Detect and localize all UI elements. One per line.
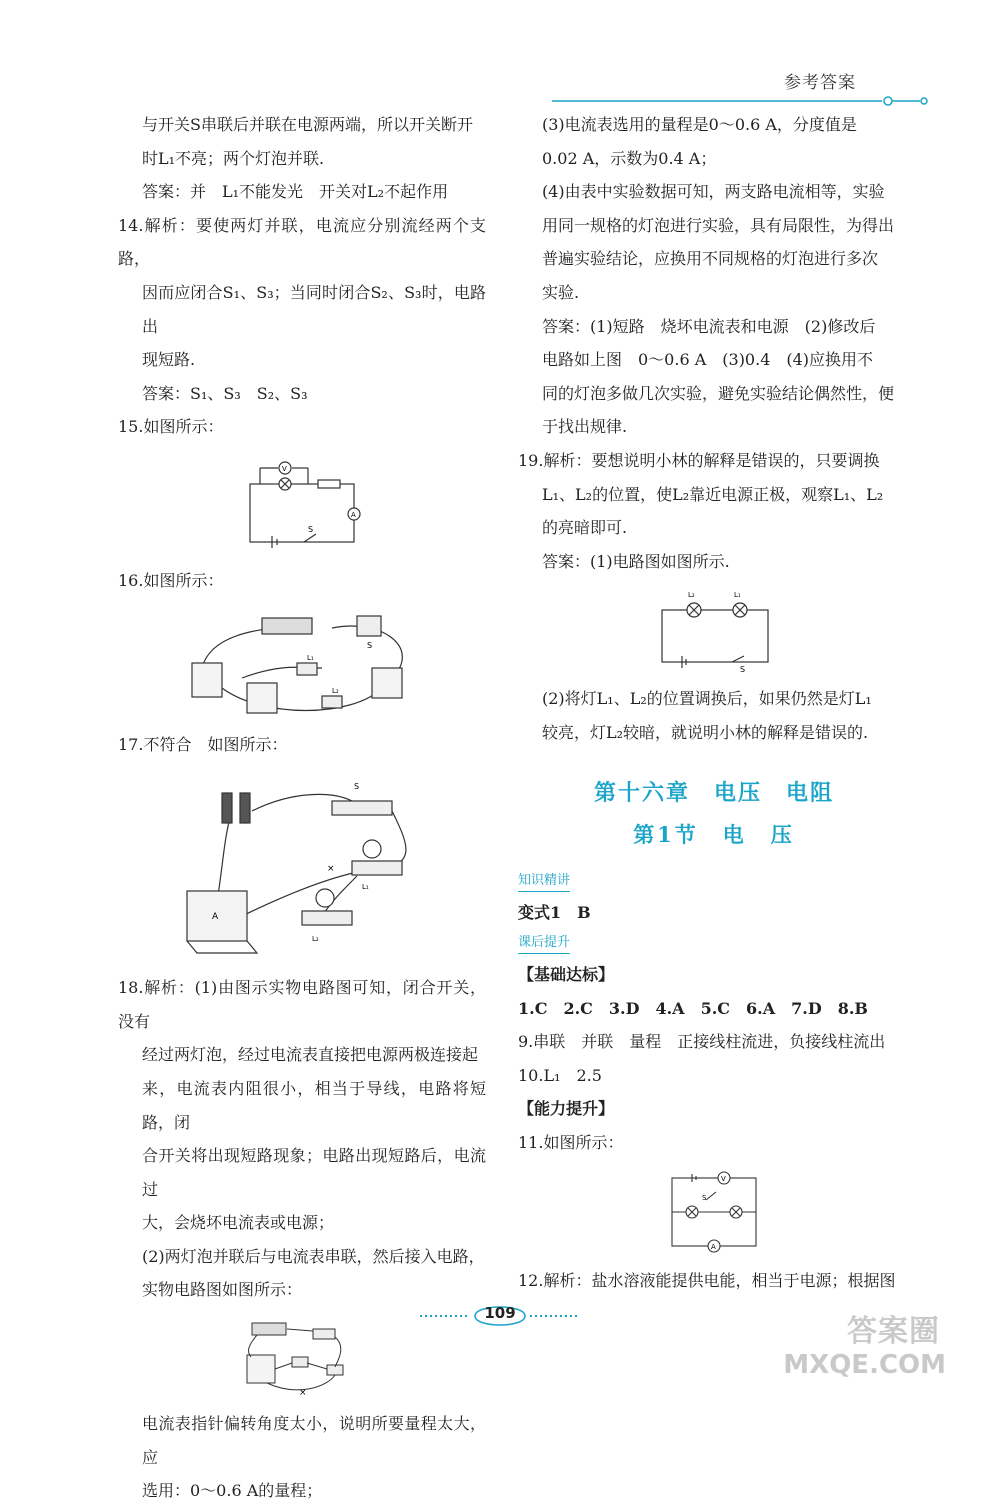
text-line: 15.如图所示： (118, 417, 224, 437)
text-line: 现短路. (142, 350, 196, 370)
text-line: 选用：0～0.6 A的量程； (142, 1481, 323, 1501)
text-line: 19.解析：要想说明小林的解释是错误的，只要调换 (518, 450, 880, 470)
physical-circuit-17 (182, 771, 422, 961)
answer-line: 变式1 B (518, 902, 591, 922)
header-title: 参考答案 (784, 73, 856, 93)
text-line: 18.解析：(1)由图示实物电路图可知，闭合开关，没有 (118, 978, 486, 1031)
text-line: 来，电流表内阻很小，相当于导线，电路将短路，闭 (142, 1078, 486, 1132)
answer-line: 1.C 2.C 3.D 4.A 5.C 6.A 7.D 8.B (518, 998, 868, 1018)
text-line: 大，会烧坏电流表或电源； (142, 1213, 335, 1233)
text-line: 实验. (542, 282, 580, 302)
tag-after-class: 课后提升 (518, 933, 570, 954)
tag-knowledge: 知识精讲 (518, 871, 570, 892)
left-column (118, 108, 486, 1508)
text-line: L₁、L₂的位置，使L₂靠近电源正极，观察L₁、L₂ (542, 484, 884, 504)
svg-text:A: A (212, 912, 219, 923)
right-column (518, 108, 910, 1297)
circuit-diagram-11 (664, 1170, 764, 1254)
svg-text:S: S (367, 640, 373, 650)
text-line: 因而应闭合S₁、S₃；当同时闭合S₂、S₃时，电路出 (142, 282, 486, 336)
svg-text:L₁: L₁ (734, 591, 741, 600)
text-line: 较亮，灯L₂较暗，就说明小林的解释是错误的. (542, 722, 869, 742)
page-number: 109 (484, 1304, 516, 1322)
circuit-diagram-15 (242, 454, 362, 554)
text-line: (2)将灯L₁、L₂的位置调换后，如果仍然是灯L₁ (542, 689, 872, 709)
text-line: 合开关将出现短路现象；电路出现短路后，电流过 (142, 1146, 486, 1199)
text-line: (4)由表中实验数据可知，两支路电流相等，实验 (542, 182, 885, 202)
header-decoration (552, 96, 928, 106)
answer-line: 答案：(1)短路 烧坏电流表和电源 (2)修改后 (542, 316, 876, 336)
text-line: 电流表指针偏转角度太小，说明所要量程太大，应 (142, 1414, 486, 1467)
text-line: 电路如上图 0～0.6 A (3)0.4 (4)应换用不 (542, 350, 874, 370)
svg-text:L₂: L₂ (312, 935, 319, 944)
section-title: 第1节 电 压 (633, 821, 795, 847)
svg-text:S: S (354, 782, 360, 792)
text-line: 同的灯泡多做几次实验，避免实验结论偶然性，便 (542, 383, 895, 403)
physical-circuit-18 (237, 1317, 367, 1397)
answer-line: 10.L₁ 2.5 (518, 1065, 602, 1085)
text-line: 于找出规律. (542, 417, 628, 437)
svg-text:V: V (282, 464, 287, 473)
svg-text:A: A (351, 510, 356, 519)
text-line: 普遍实验结论，应换用不同规格的灯泡进行多次 (542, 249, 879, 269)
text-line: (2)两灯泡并联后与电流表串联，然后接入电路， (142, 1246, 485, 1266)
watermark-logo: 答案圈 (847, 1314, 940, 1349)
physical-circuit-16 (182, 608, 422, 718)
subsection-heading: 【基础达标】 (518, 965, 615, 985)
answer-line: 9.串联 并联 量程 正接线柱流进，负接线柱流出 (518, 1032, 886, 1052)
svg-text:×: × (299, 1388, 307, 1398)
text-line: 与开关S串联后并联在电源两端，所以开关断开 (142, 115, 473, 134)
svg-text:A: A (711, 1242, 716, 1251)
answer-line: 答案：S₁、S₃ S₂、S₃ (142, 383, 308, 403)
text-line: 时L₁不亮；两个灯泡并联. (142, 148, 325, 168)
text-line: 的亮暗即可. (542, 518, 628, 538)
answer-line: 答案：(1)电路图如图所示. (542, 551, 730, 571)
svg-text:S: S (308, 524, 314, 534)
text-line: 0.02 A，示数为0.4 A； (542, 148, 717, 168)
text-line: (3)电流表选用的量程是0～0.6 A，分度值是 (542, 115, 857, 134)
svg-text:S: S (702, 1193, 707, 1202)
svg-text:L₂: L₂ (688, 591, 695, 600)
text-line: 用同一规格的灯泡进行实验，具有局限性，为得出 (542, 215, 895, 235)
circuit-diagram-19 (654, 588, 774, 672)
svg-text:L₂: L₂ (332, 686, 339, 695)
answer-line: 答案：并 L₁不能发光 开关对L₂不起作用 (142, 182, 449, 202)
text-line: 14.解析：要使两灯并联，电流应分别流经两个支路， (118, 215, 486, 269)
text-line: 实物电路图如图所示： (142, 1280, 303, 1300)
text-line: 17.不符合 如图所示： (118, 734, 288, 754)
subsection-heading: 【能力提升】 (518, 1099, 615, 1119)
watermark-url: MXQE.COM (783, 1350, 946, 1380)
text-line: 经过两灯泡，经过电流表直接把电源两极连接起 (142, 1045, 479, 1065)
text-line: 12.解析：盐水溶液能提供电能，相当于电源；根据图 (518, 1270, 896, 1290)
chapter-title: 第十六章 电压 电阻 (593, 780, 834, 806)
svg-text:L₁: L₁ (307, 653, 314, 662)
svg-text:S: S (740, 665, 746, 673)
svg-text:×: × (327, 864, 335, 875)
text-line: 16.如图所示： (118, 570, 224, 590)
svg-text:L₁: L₁ (362, 883, 369, 892)
text-line: 11.如图所示： (518, 1133, 624, 1153)
svg-text:V: V (721, 1174, 726, 1183)
